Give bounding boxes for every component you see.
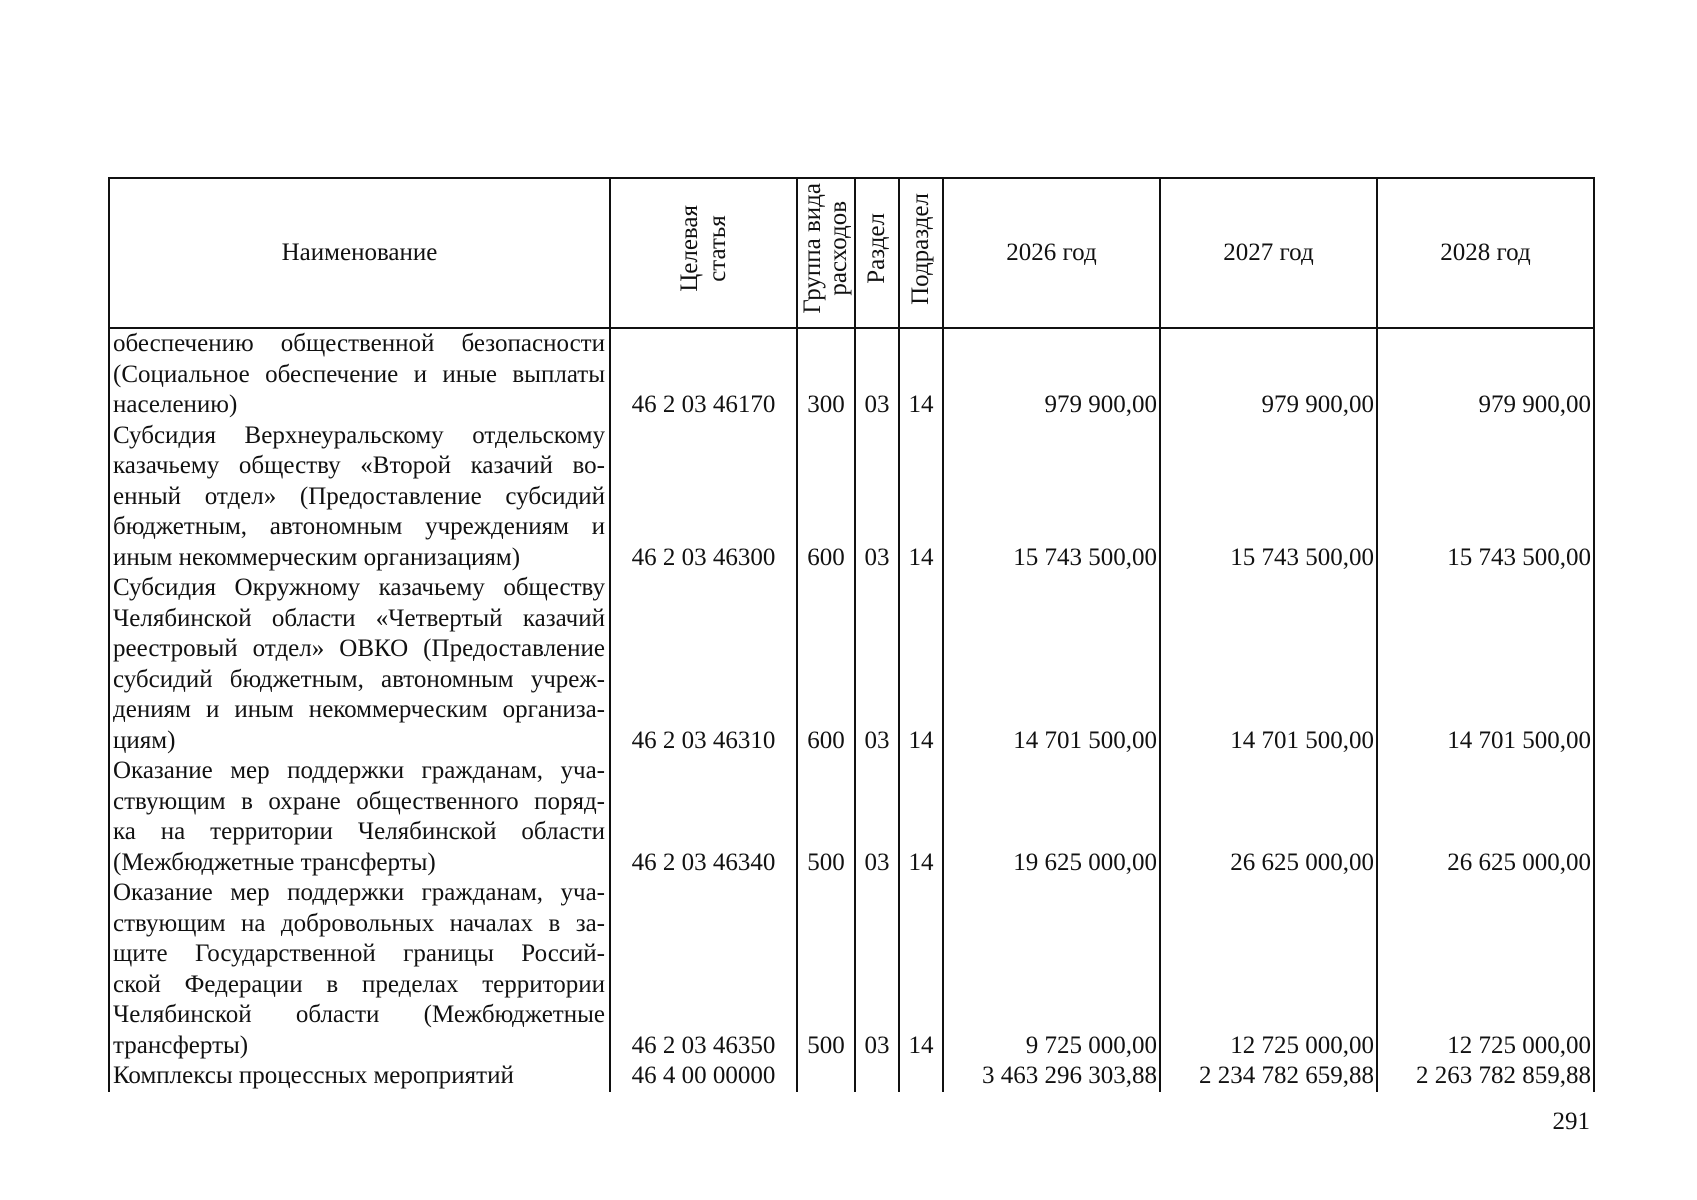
table-row: [109, 421, 1594, 574]
page-number: 291: [1552, 1108, 1590, 1135]
row-amount-2026: 979 900,00: [943, 328, 1160, 421]
row-amount-2026: 15 743 500,00: [943, 421, 1160, 574]
row-name-line: населению): [113, 391, 238, 418]
row-name-line: Челябинской области (Межбюджетные: [113, 1001, 605, 1028]
row-target-article: 46 2 03 46170: [610, 328, 797, 421]
header-expense-group: Группа вида расходов: [797, 178, 855, 328]
row-expense-group: [797, 1061, 855, 1092]
row-section: 03: [855, 756, 899, 878]
row-name-line: дениям и иным некоммерческим организа-: [113, 696, 605, 723]
row-amount-2027: 26 625 000,00: [1160, 756, 1377, 878]
row-subsection: 14: [899, 421, 943, 574]
row-name-line: ствующим в охране общественного поряд-: [113, 787, 605, 815]
row-section: [855, 1061, 899, 1092]
row-amount-2026: 14 701 500,00: [943, 573, 1160, 756]
header-year-2028: 2028 год: [1377, 178, 1594, 328]
row-name-line: иным некоммерческим организациям): [113, 543, 521, 571]
header-section: Раздел: [855, 178, 899, 328]
header-subsection: Подраздел: [899, 178, 943, 328]
row-name-line: бюджетным, автономным учреждениям и: [113, 513, 605, 540]
row-name-line: Оказание мер поддержки гражданам, уча-: [113, 757, 605, 784]
table-row: [109, 1061, 1594, 1092]
table-row: [109, 573, 1594, 756]
row-target-article: 46 2 03 46300: [610, 421, 797, 574]
table-row: [109, 756, 1594, 878]
row-name-line: казачьему обществу «Второй казачий во-: [113, 452, 605, 479]
row-name-line: ствующим на добровольных началах в за-: [113, 909, 605, 937]
row-section: 03: [855, 328, 899, 421]
row-amount-2026: 9 725 000,00: [943, 878, 1160, 1061]
row-amount-2027: 2 234 782 659,88: [1160, 1061, 1377, 1092]
row-subsection: [899, 1061, 943, 1092]
row-section: 03: [855, 573, 899, 756]
row-name-line: (Социальное обеспечение и иные выплаты: [113, 360, 605, 388]
row-name: [109, 328, 610, 421]
row-name-line: реестровый отдел» ОВКО (Предоставление: [113, 635, 605, 662]
row-name-line: ка на территории Челябинской области: [113, 818, 605, 845]
row-expense-group: 300: [797, 328, 855, 421]
row-expense-group: 500: [797, 878, 855, 1061]
table-row: [109, 328, 1594, 421]
row-amount-2028: 979 900,00: [1377, 328, 1594, 421]
row-name: [109, 573, 610, 756]
row-amount-2026: 3 463 296 303,88: [943, 1061, 1160, 1092]
row-name-line: Оказание мер поддержки гражданам, уча-: [113, 879, 605, 906]
row-amount-2027: 12 725 000,00: [1160, 878, 1377, 1061]
row-name-line: циям): [113, 726, 176, 754]
row-amount-2027: 14 701 500,00: [1160, 573, 1377, 756]
row-amount-2028: 12 725 000,00: [1377, 878, 1594, 1061]
row-amount-2028: 15 743 500,00: [1377, 421, 1594, 574]
row-target-article: 46 4 00 00000: [610, 1061, 797, 1092]
row-amount-2026: 19 625 000,00: [943, 756, 1160, 878]
row-name-line: обеспечению общественной безопасности: [113, 330, 605, 357]
row-name-line: трансферты): [113, 1031, 249, 1059]
row-amount-2028: 26 625 000,00: [1377, 756, 1594, 878]
header-year-2027: 2027 год: [1160, 178, 1377, 328]
row-section: 03: [855, 878, 899, 1061]
row-name: [109, 756, 610, 878]
row-target-article: 46 2 03 46350: [610, 878, 797, 1061]
row-section: 03: [855, 421, 899, 574]
row-amount-2028: 14 701 500,00: [1377, 573, 1594, 756]
row-name-line: енный отдел» (Предоставление субсидий: [113, 482, 605, 510]
table-header-row: [109, 178, 1594, 328]
row-name-line: субсидий бюджетным, автономным учреж-: [113, 665, 605, 693]
row-name: [109, 421, 610, 574]
row-target-article: 46 2 03 46310: [610, 573, 797, 756]
row-target-article: 46 2 03 46340: [610, 756, 797, 878]
row-amount-2027: 15 743 500,00: [1160, 421, 1377, 574]
row-amount-2028: 2 263 782 859,88: [1377, 1061, 1594, 1092]
row-subsection: 14: [899, 573, 943, 756]
row-expense-group: 500: [797, 756, 855, 878]
table-row: [109, 878, 1594, 1061]
row-amount-2027: 979 900,00: [1160, 328, 1377, 421]
row-expense-group: 600: [797, 421, 855, 574]
row-name-line: (Межбюджетные трансферты): [113, 848, 436, 876]
row-subsection: 14: [899, 756, 943, 878]
row-name-line: Субсидия Окружному казачьему обществу: [113, 574, 605, 601]
row-name: [109, 1061, 610, 1092]
header-name: Наименование: [109, 178, 610, 328]
budget-table: [108, 177, 1595, 1092]
row-name: [109, 878, 610, 1061]
header-target-article: Целевая статья: [610, 178, 797, 328]
row-name-line: Челябинской области «Четвертый казачий: [113, 604, 605, 632]
row-name-line: щите Государственной границы Россий-: [113, 940, 605, 967]
row-name-line: ской Федерации в пределах территории: [113, 970, 605, 998]
row-subsection: 14: [899, 328, 943, 421]
row-name-line: Субсидия Верхнеуральскому отдельскому: [113, 421, 605, 449]
row-expense-group: 600: [797, 573, 855, 756]
row-subsection: 14: [899, 878, 943, 1061]
row-name-line: Комплексы процессных мероприятий: [113, 1062, 514, 1089]
header-year-2026: 2026 год: [943, 178, 1160, 328]
